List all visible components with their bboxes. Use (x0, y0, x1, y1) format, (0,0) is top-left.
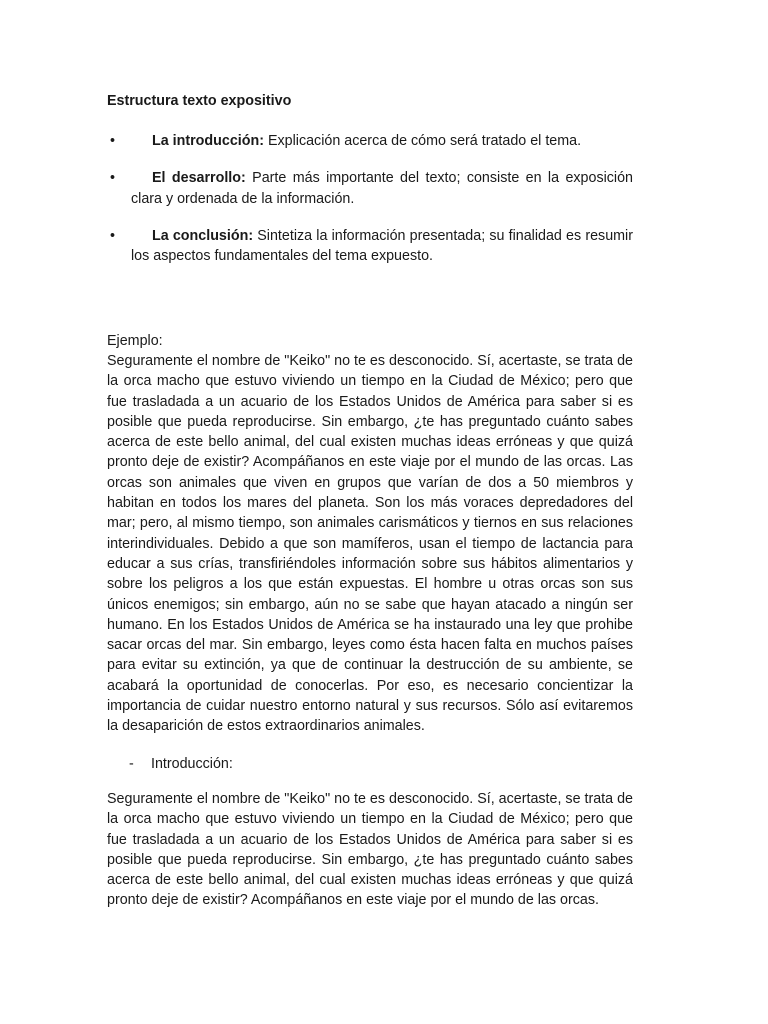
example-label: Ejemplo: (107, 333, 163, 349)
example-paragraph: Seguramente el nombre de "Keiko" no te es desconocido. Sí, acertaste, se trata de la orca macho que estuvo viviendo un tiempo en la Ciudad de México; pero que fue trasladada a un acuario de los Estados Unidos de América para saber si es posible que pueda reproducirse. Sin embargo, ¿te has preguntado cuánto sabes acerca de este bello animal, del cual existen muchas ideas erróneas y que quizá pronto deje de existir? Acompáñanos en este viaje por el mundo de las orcas. Las orcas son animales que viven en grupos que varían de dos a 50 miembros y habitan en todos los mares del planeta. Son los más voraces depredadores del mar; pero, al mismo tiempo, son animales carismáticos y tiernos en sus relaciones interindividuales. Debido a que son mamíferos, usan el tiempo de lactancia para educar a sus crías, transfiriéndoles información sobre sus hábitos alimentarios y sobre los peligros a los que están expuestas. El hombre u otras orcas son sus únicos enemigos; sin embargo, aún no se sabe que hayan atacado a ningún ser humano. En los Estados Unidos de América se ha instaurado una ley que prohibe sacar orcas del mar. Sin embargo, leyes como ésta hacen falta en muchos países para evitar su extinción, ya que de continuar la destrucción de su ambiente, se acabará la oportunidad de conocerlas. Por eso, es necesario concientizar la importancia de cuidar nuestro entorno natural y sus recursos. Sólo así evitaremos la desaparición de estos extraordinarios animales. (107, 353, 633, 735)
document-title: Estructura texto expositivo (107, 93, 292, 109)
list-item-text (131, 168, 633, 209)
bullet-icon: • (110, 227, 116, 244)
section-heading-label: Introducción: (151, 756, 233, 772)
list-item-text (131, 226, 633, 267)
section-heading-introduccion (129, 754, 233, 774)
list-item-introduccion (107, 131, 633, 151)
introduction-paragraph: Seguramente el nombre de "Keiko" no te es desconocido. Sí, acertaste, se trata de la orca macho que estuvo viviendo un tiempo en la Ciudad de México; pero que fue trasladada a un acuario de los Estados Unidos de América para saber si es posible que pueda reproducirse. Sin embargo, ¿te has preguntado cuánto sabes acerca de este bello animal, del cual existen muchas ideas erróneas y que quizá pronto deje de existir? Acompáñanos en este viaje por el mundo de las orcas. (107, 791, 633, 909)
structure-list (107, 131, 633, 283)
list-item-text (131, 131, 633, 151)
list-item-term: La conclusión: (152, 227, 254, 244)
bullet-icon: • (110, 133, 116, 149)
list-item-term: El desarrollo: (152, 170, 246, 187)
list-item-description: Explicación acerca de cómo será tratado el tema. (264, 133, 582, 149)
list-item-description: Parte más importante del texto; consiste en la exposición clara y ordenada de la información. (131, 170, 633, 207)
bullet-icon: • (110, 170, 116, 187)
list-item-term: La introducción: (152, 133, 264, 149)
list-item-conclusion (107, 226, 633, 267)
dash-icon: - (129, 756, 134, 772)
list-item-description: Sintetiza la información presentada; su finalidad es resumir los aspectos fundamentales del tema expuesto. (131, 227, 633, 265)
list-item-desarrollo (107, 168, 633, 209)
